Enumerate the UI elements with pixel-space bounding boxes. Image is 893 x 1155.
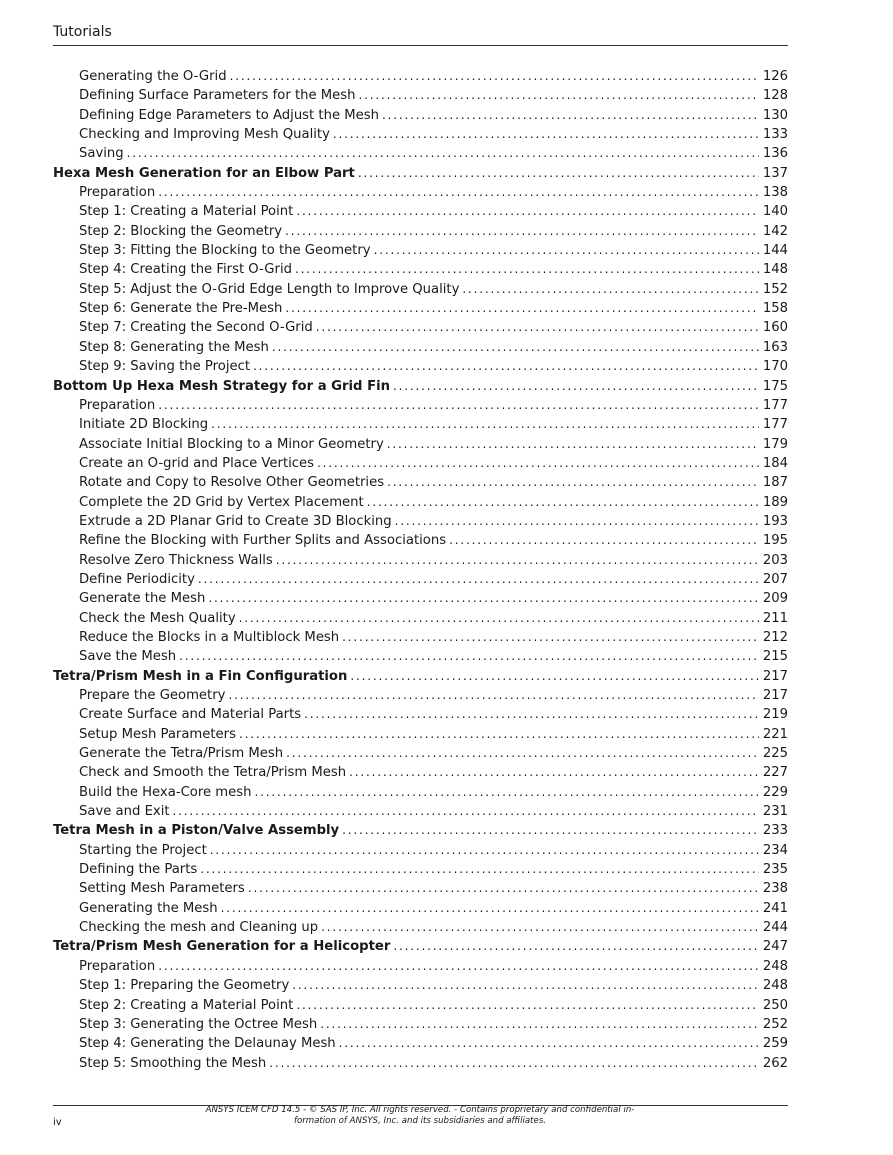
toc-entry-page-number: 247 [762,939,788,955]
toc-entry-title: Build the Hexa-Core mesh [79,784,252,800]
dot-leader [253,357,759,376]
toc-entry-title: Refine the Blocking with Further Splits and Associations [79,533,447,549]
toc-entry-page-number: 234 [762,842,788,858]
dot-leader [158,396,759,415]
dot-leader [211,415,759,434]
toc-entry-title: Defining Surface Parameters for the Mesh [79,88,356,104]
toc-entry-page-number: 203 [762,552,788,568]
table-of-contents [53,67,788,1073]
toc-section-entry[interactable] [53,318,788,337]
toc-entry-page-number: 189 [762,494,788,510]
footer-notice-line-2: formation of ANSYS, Inc. and its subsidiaries and affiliates. [293,1116,547,1126]
toc-entry-page-number: 233 [762,823,788,839]
toc-entry-title: Checking and Improving Mesh Quality [79,127,330,143]
toc-section-entry[interactable] [53,299,788,318]
toc-section-entry[interactable] [53,338,788,357]
toc-entry-title: Step 2: Creating a Material Point [79,997,294,1013]
header-divider [53,45,788,46]
toc-entry-page-number: 227 [762,765,788,781]
toc-entry-page-number: 221 [762,726,788,742]
toc-chapter-entry[interactable] [53,937,788,956]
toc-entry-title: Preparation [79,397,156,413]
dot-leader [173,802,759,821]
toc-section-entry[interactable] [53,86,788,105]
toc-entry-title: Starting the Project [79,842,207,858]
toc-section-entry[interactable] [53,183,788,202]
toc-entry-page-number: 241 [762,900,788,916]
toc-section-entry[interactable] [53,396,788,415]
toc-section-entry[interactable] [53,473,788,492]
toc-entry-title: Defining the Parts [79,862,198,878]
toc-section-entry[interactable] [53,976,788,995]
toc-chapter-entry[interactable] [53,164,788,183]
toc-entry-title: Complete the 2D Grid by Vertex Placement [79,494,364,510]
footer-notice-line-1: ANSYS ICEM CFD 14.5 - © SAS IP, Inc. All rights reserved. - Contains proprietary and confidential in- [205,1105,635,1115]
toc-entry-title: Generate the Mesh [79,591,206,607]
toc-entry-title: Step 6: Generate the Pre-Mesh [79,301,283,317]
toc-entry-title: Associate Initial Blocking to a Minor Geometry [79,436,384,452]
toc-section-entry[interactable] [53,570,788,589]
toc-entry-title: Step 2: Blocking the Geometry [79,223,283,239]
toc-section-entry[interactable] [53,202,788,221]
toc-entry-title: Tetra Mesh in a Piston/Valve Assembly [53,823,340,839]
dot-leader [269,1054,759,1073]
toc-entry-page-number: 231 [762,804,788,820]
toc-entry-title: Step 1: Preparing the Geometry [79,978,290,994]
toc-entry-title: Step 4: Generating the Delaunay Mesh [79,1036,336,1052]
toc-section-entry[interactable] [53,106,788,125]
toc-entry-title: Step 1: Creating a Material Point [79,204,294,220]
footer-page-number: iv [53,1117,62,1128]
toc-entry-title: Generating the Mesh [79,900,218,916]
toc-section-entry[interactable] [53,918,788,937]
toc-entry-page-number: 187 [762,475,788,491]
toc-section-entry[interactable] [53,1034,788,1053]
toc-section-entry[interactable] [53,1015,788,1034]
toc-section-entry[interactable] [53,222,788,241]
toc-entry-page-number: 244 [762,920,788,936]
toc-section-entry[interactable] [53,686,788,705]
toc-section-entry[interactable] [53,260,788,279]
toc-entry-title: Setup Mesh Parameters [79,726,236,742]
toc-entry-page-number: 209 [762,591,788,607]
toc-entry-title: Save the Mesh [79,649,177,665]
dot-leader [374,241,759,260]
toc-entry-page-number: 211 [762,610,788,626]
toc-entry-title: Extrude a 2D Planar Grid to Create 3D Blocking [79,513,392,529]
toc-entry-title: Defining Edge Parameters to Adjust the Mesh [79,107,379,123]
dot-leader [158,183,759,202]
toc-entry-page-number: 207 [762,571,788,587]
dot-leader [320,1015,759,1034]
footer-copyright-notice [190,1105,650,1127]
toc-entry-title: Rotate and Copy to Resolve Other Geometries [79,475,385,491]
dot-leader [358,164,759,183]
dot-leader [462,280,758,299]
toc-section-entry[interactable] [53,841,788,860]
toc-entry-page-number: 130 [762,107,788,123]
toc-chapter-entry[interactable] [53,821,788,840]
toc-section-entry[interactable] [53,783,788,802]
toc-entry-page-number: 217 [762,668,788,684]
dot-leader [367,493,759,512]
toc-section-entry[interactable] [53,802,788,821]
dot-leader [316,318,759,337]
dot-leader [276,551,759,570]
toc-entry-page-number: 217 [762,688,788,703]
dot-leader [395,512,759,531]
toc-entry-title: Step 3: Fitting the Blocking to the Geometry [79,243,371,259]
toc-entry-title: Step 5: Adjust the O-Grid Edge Length to Improve Quality [79,281,460,297]
dot-leader [208,589,758,608]
toc-entry-title: Initiate 2D Blocking [79,417,209,433]
dot-leader [359,86,759,105]
toc-section-entry[interactable] [53,647,788,666]
dot-leader [254,783,758,802]
toc-entry-title: Prepare the Geometry [79,688,226,703]
dot-leader [230,67,759,86]
toc-entry-title: Step 4: Creating the First O-Grid [79,262,292,278]
dot-leader [349,763,759,782]
toc-entry-title: Check and Smooth the Tetra/Prism Mesh [79,765,347,781]
toc-entry-title: Create an O-grid and Place Vertices [79,455,315,471]
toc-section-entry[interactable] [53,435,788,454]
dot-leader [339,1034,759,1053]
toc-entry-page-number: 248 [762,958,788,974]
toc-entry-title: Check the Mesh Quality [79,610,236,626]
toc-entry-page-number: 126 [762,69,788,84]
toc-entry-title: Hexa Mesh Generation for an Elbow Part [53,165,355,181]
toc-entry-page-number: 259 [762,1036,788,1052]
dot-leader [200,860,759,879]
toc-entry-page-number: 158 [762,301,788,317]
toc-entry-page-number: 262 [762,1055,788,1071]
toc-entry-page-number: 193 [762,513,788,529]
toc-entry-page-number: 148 [762,262,788,278]
toc-section-entry[interactable] [53,589,788,608]
toc-section-entry[interactable] [53,744,788,763]
toc-section-entry[interactable] [53,996,788,1015]
toc-entry-page-number: 152 [762,281,788,297]
toc-entry-title: Setting Mesh Parameters [79,881,245,897]
toc-entry-page-number: 138 [762,185,788,201]
toc-entry-title: Step 7: Creating the Second O-Grid [79,320,313,336]
toc-entry-title: Step 9: Saving the Project [79,359,251,375]
toc-section-entry[interactable] [53,1054,788,1073]
dot-leader [292,976,759,995]
dot-leader [198,570,759,589]
toc-section-entry[interactable] [53,493,788,512]
toc-entry-title: Saving [79,146,124,162]
toc-section-entry[interactable] [53,551,788,570]
toc-section-entry[interactable] [53,899,788,918]
dot-leader [342,821,759,840]
dot-leader [449,531,759,550]
dot-leader [239,725,759,744]
dot-leader [179,647,759,666]
toc-entry-page-number: 133 [762,127,788,143]
toc-entry-page-number: 229 [762,784,788,800]
dot-leader [387,473,759,492]
dot-leader [387,435,759,454]
toc-entry-page-number: 235 [762,862,788,878]
dot-leader [350,667,758,686]
toc-entry-page-number: 136 [762,146,788,162]
toc-entry-page-number: 137 [762,165,788,181]
toc-entry-title: Bottom Up Hexa Mesh Strategy for a Grid Fin [53,378,390,394]
toc-entry-title: Preparation [79,958,156,974]
dot-leader [393,937,759,956]
dot-leader [317,454,759,473]
toc-entry-title: Generating the O-Grid [79,69,227,84]
toc-section-entry[interactable] [53,628,788,647]
toc-section-entry[interactable] [53,879,788,898]
dot-leader [286,744,759,763]
toc-entry-title: Resolve Zero Thickness Walls [79,552,273,568]
toc-entry-title: Reduce the Blocks in a Multiblock Mesh [79,629,340,645]
toc-section-entry[interactable] [53,531,788,550]
toc-entry-title: Generate the Tetra/Prism Mesh [79,746,284,762]
toc-chapter-entry[interactable] [53,667,788,686]
toc-entry-page-number: 215 [762,649,788,665]
toc-entry-title: Step 5: Smoothing the Mesh [79,1055,267,1071]
toc-section-entry[interactable] [53,763,788,782]
toc-entry-title: Define Periodicity [79,571,195,587]
toc-entry-title: Step 8: Generating the Mesh [79,339,269,355]
dot-leader [382,106,759,125]
toc-section-entry[interactable] [53,67,788,86]
toc-entry-title: Tetra/Prism Mesh in a Fin Configuration [53,668,348,684]
toc-section-entry[interactable] [53,512,788,531]
dot-leader [158,957,759,976]
dot-leader [333,125,759,144]
toc-section-entry[interactable] [53,241,788,260]
toc-entry-title: Step 3: Generating the Octree Mesh [79,1016,318,1032]
dot-leader [239,609,759,628]
toc-entry-title: Tetra/Prism Mesh Generation for a Helicopter [53,939,391,955]
toc-section-entry[interactable] [53,125,788,144]
toc-entry-page-number: 212 [762,629,788,645]
toc-section-entry[interactable] [53,357,788,376]
toc-entry-page-number: 163 [762,339,788,355]
dot-leader [221,899,759,918]
dot-leader [342,628,759,647]
toc-entry-page-number: 144 [762,243,788,259]
dot-leader [285,299,759,318]
toc-entry-page-number: 225 [762,746,788,762]
toc-entry-page-number: 250 [762,997,788,1013]
dot-leader [127,144,759,163]
toc-entry-page-number: 248 [762,978,788,994]
dot-leader [321,918,759,937]
toc-entry-title: Save and Exit [79,804,170,820]
toc-entry-title: Preparation [79,185,156,201]
toc-section-entry[interactable] [53,280,788,299]
toc-section-entry[interactable] [53,705,788,724]
dot-leader [296,202,759,221]
dot-leader [248,879,759,898]
dot-leader [228,686,758,705]
toc-entry-page-number: 175 [762,378,788,394]
toc-entry-title: Create Surface and Material Parts [79,707,302,723]
toc-entry-page-number: 170 [762,359,788,375]
toc-entry-page-number: 160 [762,320,788,336]
toc-entry-page-number: 238 [762,881,788,897]
running-header-title: Tutorials [53,24,112,40]
dot-leader [272,338,759,357]
toc-entry-page-number: 177 [762,417,788,433]
toc-section-entry[interactable] [53,725,788,744]
toc-section-entry[interactable] [53,144,788,163]
toc-section-entry[interactable] [53,609,788,628]
toc-section-entry[interactable] [53,415,788,434]
dot-leader [295,260,759,279]
toc-entry-page-number: 140 [762,204,788,220]
toc-section-entry[interactable] [53,957,788,976]
toc-entry-page-number: 252 [762,1016,788,1032]
toc-entry-page-number: 142 [762,223,788,239]
dot-leader [304,705,759,724]
toc-section-entry[interactable] [53,860,788,879]
toc-entry-page-number: 184 [762,455,788,471]
toc-entry-page-number: 179 [762,436,788,452]
toc-entry-page-number: 128 [762,88,788,104]
toc-entry-page-number: 195 [762,533,788,549]
dot-leader [285,222,759,241]
toc-entry-page-number: 219 [762,707,788,723]
toc-entry-page-number: 177 [762,397,788,413]
toc-chapter-entry[interactable] [53,377,788,396]
dot-leader [210,841,759,860]
toc-entry-title: Checking the mesh and Cleaning up [79,920,319,936]
toc-section-entry[interactable] [53,454,788,473]
dot-leader [296,996,759,1015]
dot-leader [393,377,759,396]
